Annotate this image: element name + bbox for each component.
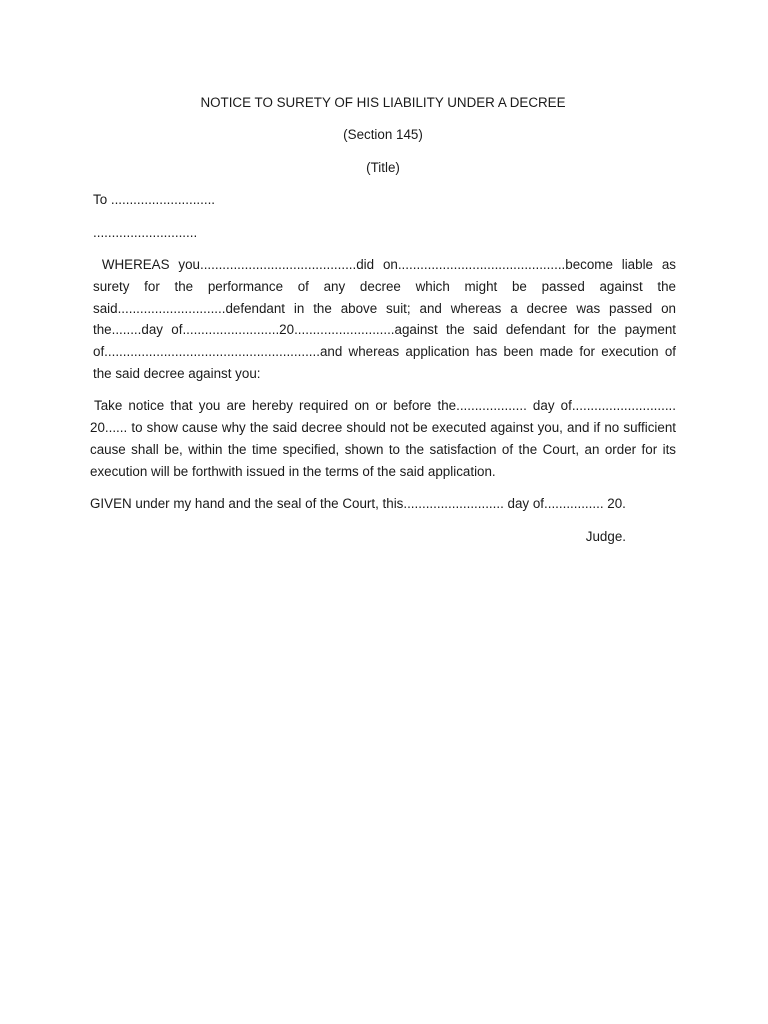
addressee-line-1: To ............................ <box>93 192 216 208</box>
notice-heading: NOTICE TO SURETY OF HIS LIABILITY UNDER A DECREE <box>200 95 566 110</box>
addressee-line-2: ............................ <box>93 224 198 240</box>
given-under-hand-line: GIVEN under my hand and the seal of the Court, this........................... day of................ 20. <box>90 496 626 512</box>
whereas-paragraph: WHEREAS you..........................................did on.............................................become liable as surety for the performance of any decree which might be passed against the said.............................defendant in the above suit; and whereas a decree was passed on the........day of..........................20...........................against the said defendant for the payment of..........................................................and whereas application has been made for execution of the said decree against you: <box>93 256 676 381</box>
document-page <box>90 92 676 547</box>
judge-signature: Judge. <box>585 528 626 544</box>
title-placeholder: (Title) <box>366 159 400 175</box>
take-notice-paragraph: Take notice that you are hereby required on or before the................... day of............................ 20...... to show cause why the said decree should not be executed against you, and if no sufficient cause shall be, within the time specified, shown to the satisfaction of the Court, an order for its execution will be forthwith issued in the terms of the said application. <box>90 398 676 479</box>
section-reference: (Section 145) <box>343 127 423 143</box>
